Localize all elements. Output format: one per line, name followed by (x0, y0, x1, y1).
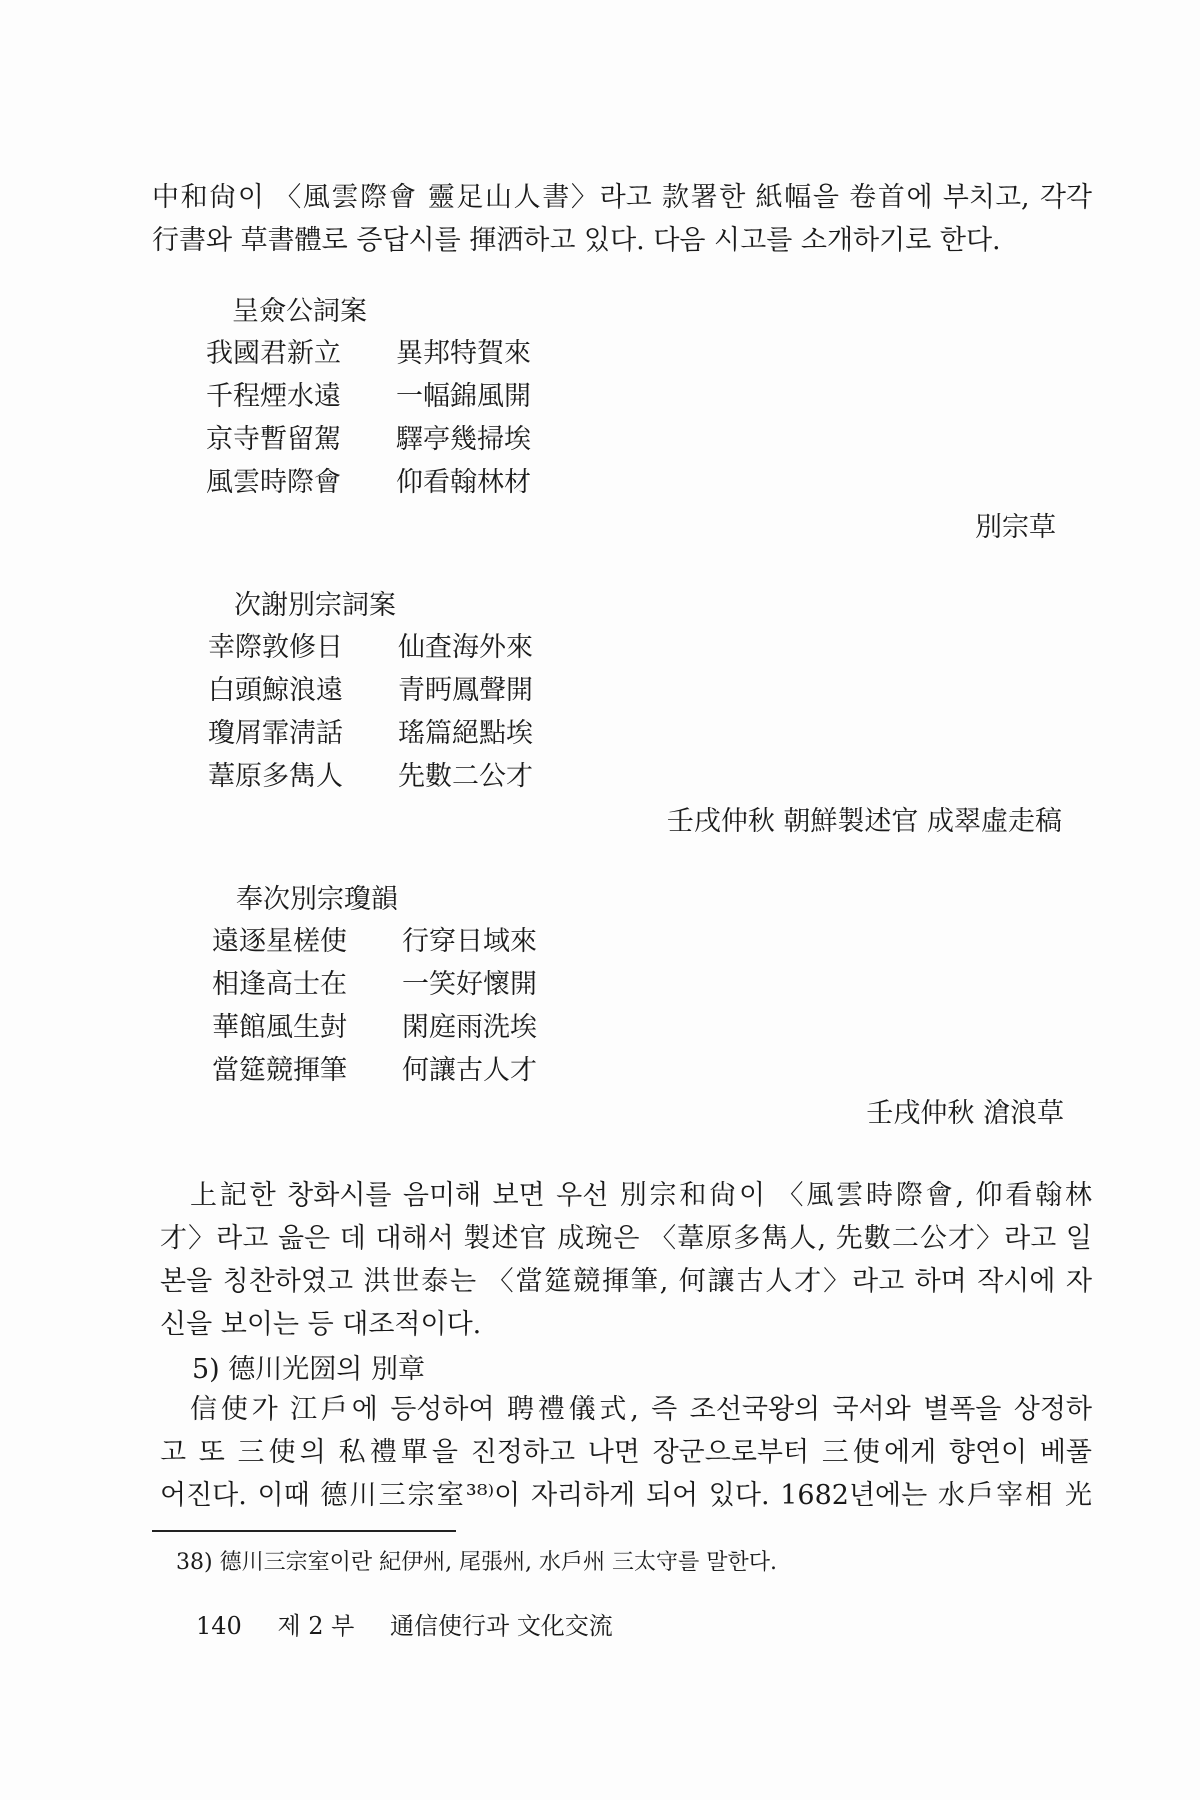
poem-line: 當筵競揮筆 (212, 1055, 347, 1086)
poem-line: 閑庭雨洗埃 (402, 1012, 537, 1043)
poem-line: 仰看翰林材 (396, 467, 531, 498)
poem-line: 一幅錦風開 (396, 381, 531, 412)
intro-paragraph (152, 176, 1092, 262)
footnote-rule (152, 1530, 456, 1532)
poem-line: 葦原多雋人 (208, 761, 343, 792)
part-label: 제 2 부 (277, 1612, 355, 1640)
discussion-line: 上記한 창화시를 음미해 보면 우선 別宗和尙이 〈風雲時際會, 仰看翰林 (190, 1180, 1092, 1211)
poem-line: 異邦特賀來 (396, 338, 531, 369)
section-line: 어진다. 이때 德川三宗室³⁸⁾이 자리하게 되어 있다. 1682년에는 水戶宰相 光 (160, 1480, 1092, 1511)
discussion-line: 신을 보이는 등 대조적이다. (160, 1309, 482, 1340)
poem-signature: 壬戌仲秋 滄浪草 (866, 1098, 1064, 1129)
running-title: 通信使行과 文化交流 (390, 1612, 613, 1640)
poem-line: 風雲時際會 (206, 467, 341, 498)
poem-line: 先數二公才 (398, 761, 533, 792)
poem-couplet (212, 920, 592, 963)
footnote: 38) 德川三宗室이란 紀伊州, 尾張州, 水戶州 三太守를 말한다. (176, 1550, 778, 1575)
poem-line: 華館風生尌 (212, 1012, 347, 1043)
poem-line: 相逢高士在 (212, 969, 347, 1000)
poem-line: 幸際敦修日 (208, 632, 343, 663)
poem-line: 行穿日域來 (402, 926, 537, 957)
poem-line: 仙査海外來 (398, 632, 533, 663)
poem-line: 千程煙水遠 (206, 381, 341, 412)
poem-block (208, 626, 588, 798)
poem-line: 驛亭幾掃埃 (396, 424, 531, 455)
discussion-line: 본을 칭찬하였고 洪世泰는 〈當筵競揮筆, 何讓古人才〉라고 하며 작시에 자 (160, 1266, 1092, 1297)
poem-couplet (208, 669, 588, 712)
poem-line: 何讓古人才 (402, 1055, 537, 1086)
poem-couplet (212, 1006, 592, 1049)
poem-line: 瓊屑霏淸話 (208, 718, 343, 749)
poem-couplet (206, 418, 586, 461)
poem-title: 奉次別宗瓊韻 (236, 884, 398, 915)
section-line: 고 또 三使의 私禮單을 진정하고 나면 장군으로부터 三使에게 향연이 베풀 (160, 1437, 1092, 1468)
page-footer (196, 1610, 641, 1642)
poem-line: 我國君新立 (206, 338, 341, 369)
intro-line: 行書와 草書體로 증답시를 揮洒하고 있다. 다음 시고를 소개하기로 한다. (152, 225, 1001, 256)
poem-signature: 壬戌仲秋 朝鮮製述官 成翠虛走稿 (666, 806, 1062, 837)
discussion-paragraph (160, 1174, 1092, 1346)
poem-couplet (208, 755, 588, 798)
page-number: 140 (196, 1612, 242, 1640)
poem-couplet (208, 626, 588, 669)
poem-couplet (206, 375, 586, 418)
poem-line: 瑤篇絕點埃 (398, 718, 533, 749)
intro-line: 中和尙이 〈風雲際會 靈足山人書〉라고 款署한 紙幅을 卷首에 부치고, 각각 (152, 182, 1092, 213)
poem-couplet (208, 712, 588, 755)
poem-couplet (212, 1049, 592, 1092)
poem-line: 遠逐星槎使 (212, 926, 347, 957)
poem-block (212, 920, 592, 1092)
poem-line: 青眄鳳聲開 (398, 675, 533, 706)
poem-couplet (206, 461, 586, 504)
section-line: 信使가 江戶에 등성하여 聘禮儀式, 즉 조선국왕의 국서와 별폭을 상정하 (190, 1394, 1092, 1425)
poem-signature: 別宗草 (975, 512, 1056, 543)
poem-couplet (212, 963, 592, 1006)
discussion-line: 才〉라고 읊은 데 대해서 製述官 成琬은 〈葦原多雋人, 先數二公才〉라고 일 (160, 1223, 1092, 1254)
section-heading: 5) 德川光圀의 別章 (192, 1354, 425, 1385)
section-paragraph (160, 1388, 1092, 1517)
poem-line: 一笑好懷開 (402, 969, 537, 1000)
poem-block (206, 332, 586, 504)
poem-title: 次謝別宗詞案 (234, 590, 396, 621)
poem-title: 呈僉公詞案 (232, 296, 367, 327)
poem-couplet (206, 332, 586, 375)
poem-line: 白頭鯨浪遠 (208, 675, 343, 706)
poem-line: 京寺暫留駕 (206, 424, 341, 455)
